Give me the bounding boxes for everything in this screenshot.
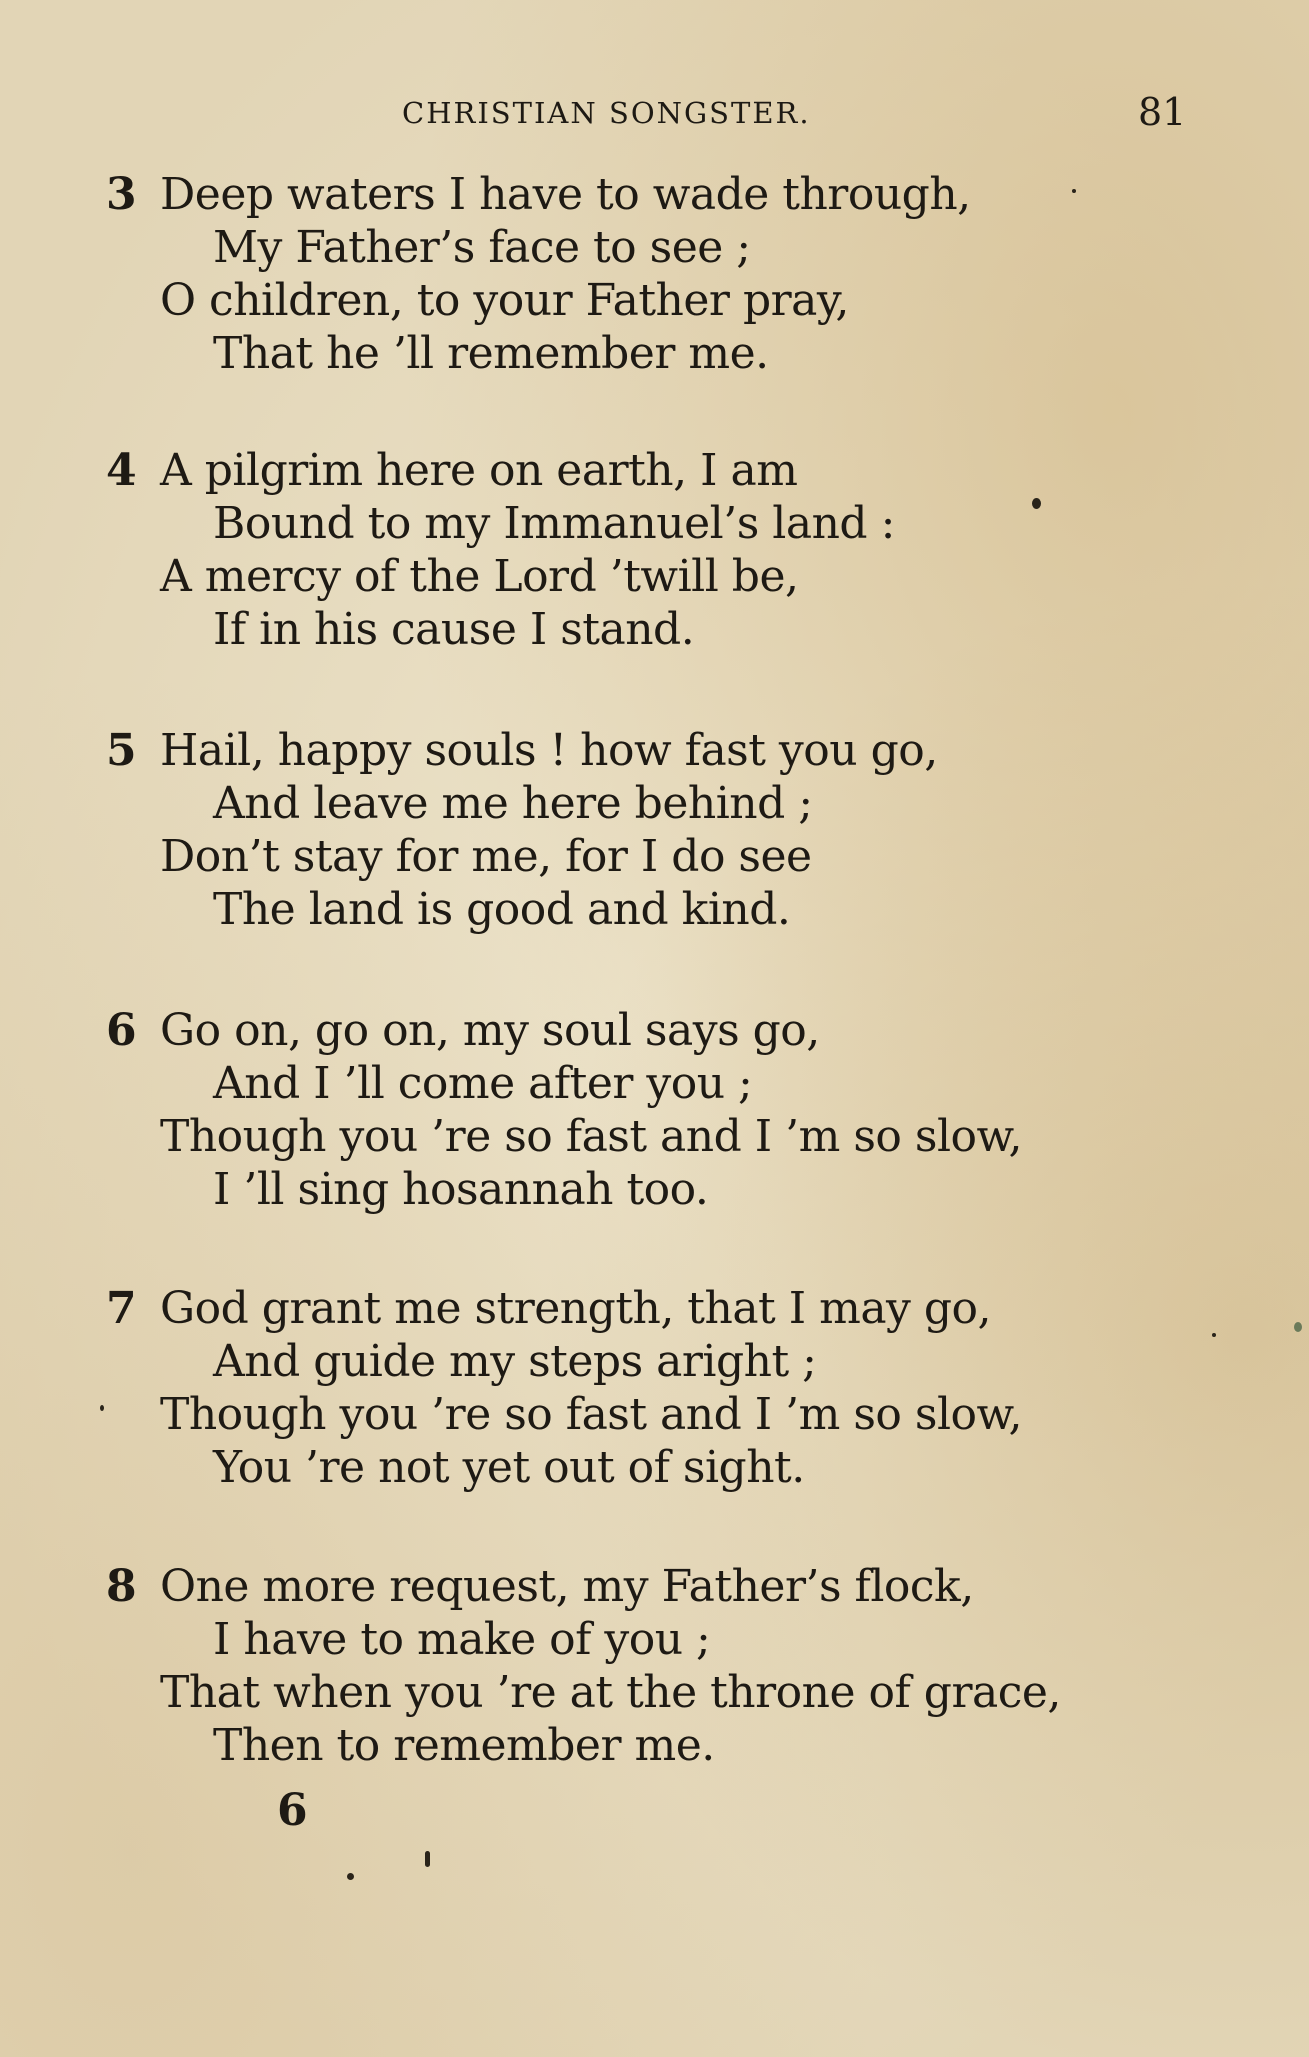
- ink-speck: [1072, 189, 1076, 193]
- ink-speck: [425, 1851, 430, 1867]
- verse-line: Deep waters I have to wade through,: [160, 169, 971, 220]
- verse-line: And leave me here behind ;: [213, 778, 813, 829]
- verse-line: If in his cause I stand.: [213, 604, 695, 655]
- verse-line: A pilgrim here on earth, I am: [160, 445, 798, 496]
- verse-line: O children, to your Father pray,: [160, 275, 849, 326]
- ink-speck: [1294, 1322, 1302, 1332]
- verse-line: Bound to my Immanuel’s land :: [213, 498, 895, 549]
- signature-mark: 6: [277, 1785, 308, 1836]
- verse-number: 6: [106, 1005, 137, 1056]
- verse-line: Then to remember me.: [213, 1720, 715, 1771]
- verse-line: Hail, happy souls ! how fast you go,: [160, 725, 938, 776]
- page-number: 81: [1138, 90, 1187, 134]
- ink-speck: [1212, 1333, 1216, 1337]
- verse-number: 7: [106, 1283, 137, 1334]
- verse-line: And guide my steps aright ;: [213, 1336, 817, 1387]
- verse-number: 8: [106, 1561, 137, 1612]
- verse-line: I ’ll sing hosannah too.: [213, 1164, 709, 1215]
- verse-line: A mercy of the Lord ’twill be,: [160, 551, 799, 602]
- running-head: [0, 90, 1309, 136]
- verse-line: Though you ’re so fast and I ’m so slow,: [160, 1389, 1022, 1440]
- verse-line: One more request, my Father’s flock,: [160, 1561, 974, 1612]
- verse-line: The land is good and kind.: [213, 884, 791, 935]
- verse-line: Though you ’re so fast and I ’m so slow,: [160, 1111, 1022, 1162]
- ink-speck: [1032, 498, 1041, 509]
- verse-line: My Father’s face to see ;: [213, 222, 751, 273]
- verse-line: And I ’ll come after you ;: [213, 1058, 753, 1109]
- verse-line: God grant me strength, that I may go,: [160, 1283, 992, 1334]
- verse-line: You ’re not yet out of sight.: [213, 1442, 805, 1493]
- verse-number: 5: [106, 725, 137, 776]
- ink-speck: [100, 1405, 104, 1411]
- verse-line: That he ’ll remember me.: [213, 328, 769, 379]
- verse-line: I have to make of you ;: [213, 1614, 711, 1665]
- verse-line: Go on, go on, my soul says go,: [160, 1005, 820, 1056]
- verse-line: That when you ’re at the throne of grace,: [160, 1667, 1061, 1718]
- verse-number: 4: [106, 445, 137, 496]
- verse-number: 3: [106, 169, 137, 220]
- running-title: CHRISTIAN SONGSTER.: [402, 96, 811, 130]
- verse-line: Don’t stay for me, for I do see: [160, 831, 812, 882]
- ink-speck: [347, 1873, 354, 1880]
